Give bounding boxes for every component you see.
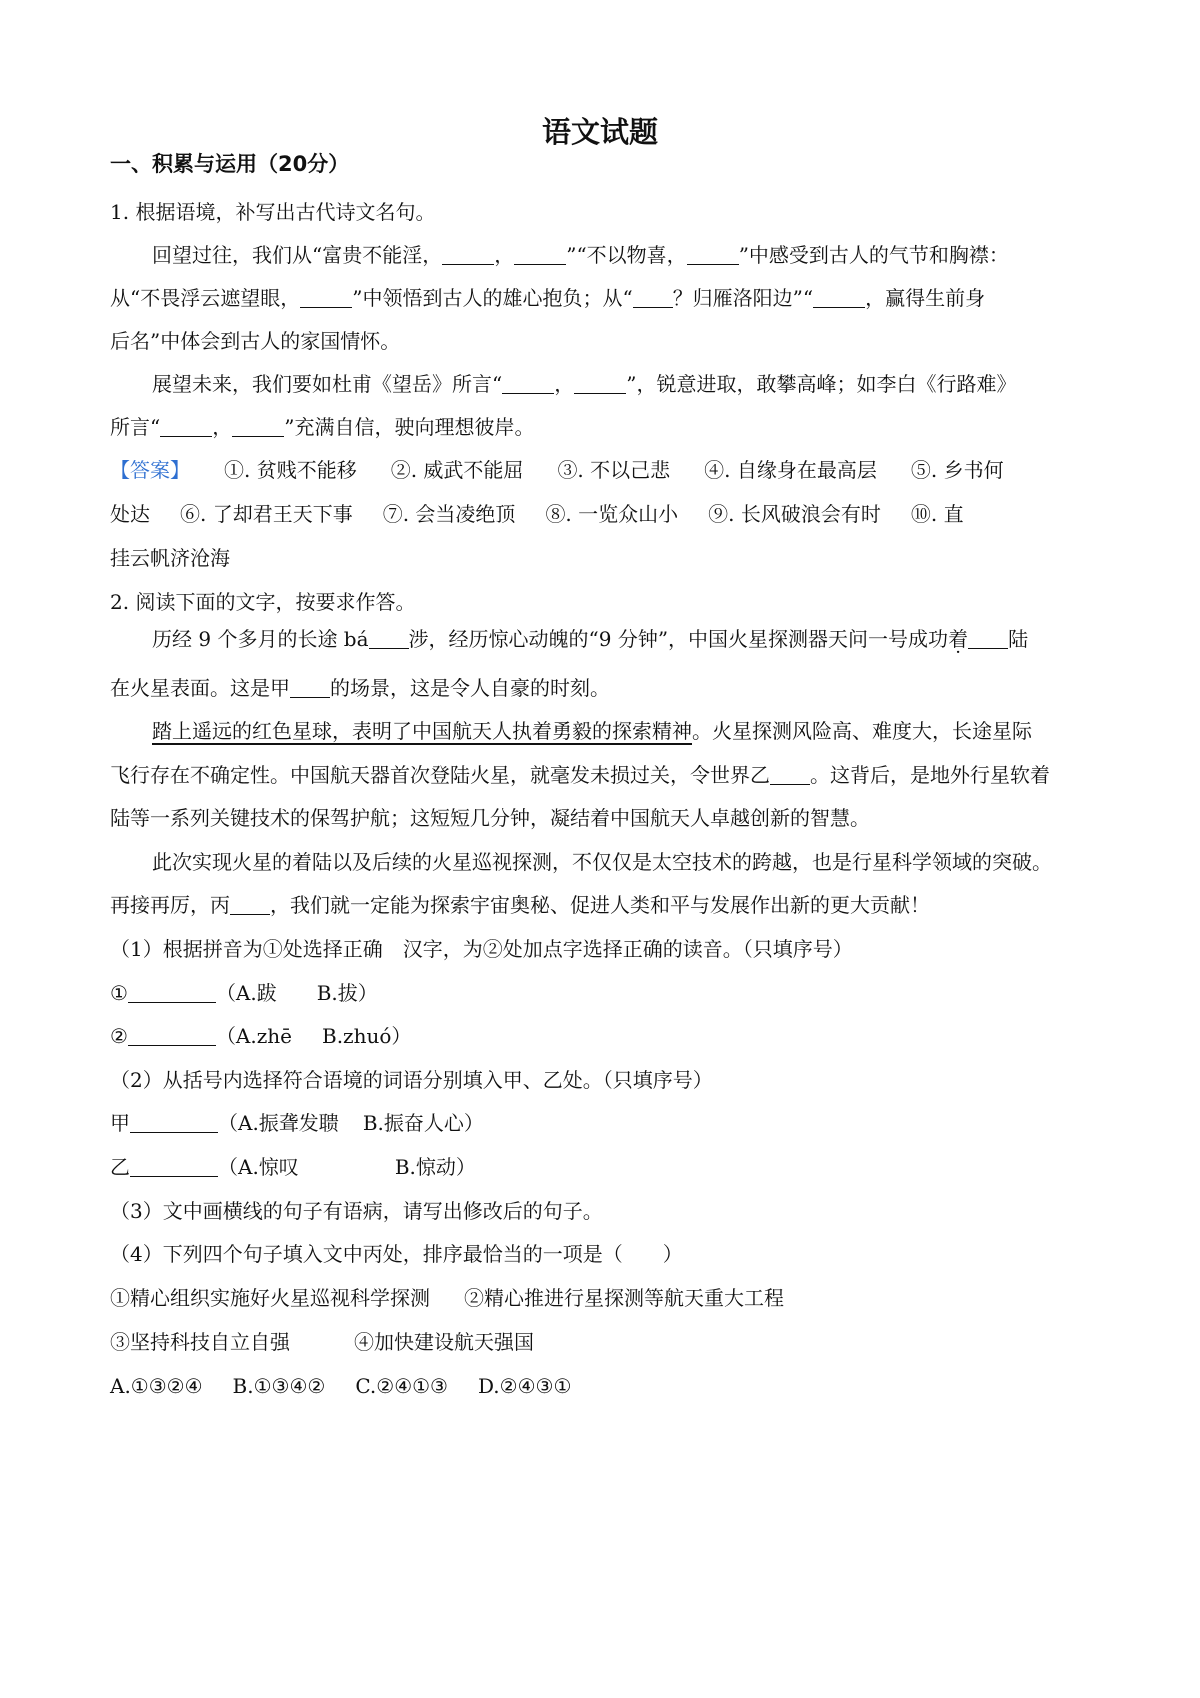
answer-item: ⑥. 了却君王天下事: [180, 502, 353, 526]
answer-tag: 【答案】: [110, 458, 190, 482]
q1-paragraph-2-line-1: 展望未来，我们要如杜甫《望岳》所言“ ， ”，锐意进取，敢攀高峰；如李白《行路难》: [152, 372, 1017, 396]
q2-sub-2-item-1: 甲 （A.振聋发聩 B.振奋人心）: [110, 1111, 484, 1135]
answer-blank[interactable]: [687, 244, 739, 265]
q1-paragraph-2-line-2: 所言“ ， ”充满自信，驶向理想彼岸。: [110, 415, 535, 439]
answer-item: ⑦. 会当凌绝顶: [382, 502, 516, 526]
q1-paragraph-1-line-3: 后名”中体会到古人的家国情怀。: [110, 329, 401, 353]
q2-text-line-5: 陆等一系列关键技术的保驾护航；这短短几分钟，凝结着中国航天人卓越创新的智慧。: [110, 806, 870, 830]
choice-b[interactable]: B.①③④②: [232, 1374, 326, 1398]
q2-sub-4-choices: [110, 1372, 571, 1400]
question-2-stem: 2. 阅读下面的文字，按要求作答。: [110, 590, 416, 614]
answer-blank[interactable]: [128, 982, 216, 1003]
choice-a[interactable]: A.①③②④: [110, 1374, 203, 1398]
answer-item: 处达: [110, 502, 150, 526]
q2-text-line-2: 在火星表面。这是甲 的场景，这是令人自豪的时刻。: [110, 676, 610, 700]
underlined-sentence: 踏上遥远的红色星球，表明了中国航天人执着勇毅的探索精神: [152, 719, 692, 743]
answer-blank[interactable]: [502, 373, 554, 394]
q2-sub-2: （2）从括号内选择符合语境的词语分别填入甲、乙处。（只填序号）: [110, 1068, 713, 1092]
answer-blank[interactable]: [130, 1112, 218, 1133]
answer-blank[interactable]: [633, 287, 673, 308]
q2-text-line-6: 此次实现火星的着陆以及后续的火星巡视探测，不仅仅是太空技术的跨越，也是行星科学领域的突破。: [152, 850, 1052, 874]
answer-blank[interactable]: [369, 628, 409, 649]
q2-sub-4-options-row-2: ③坚持科技自立自强 ④加快建设航天强国: [110, 1330, 534, 1354]
answer-item: ⑤. 乡书何: [910, 458, 1004, 482]
q1-answer-line-3: 挂云帆济沧海: [110, 546, 230, 570]
q2-text-line-3: 踏上遥远的红色星球，表明了中国航天人执着勇毅的探索精神。火星探测风险高、难度大，长途星际: [152, 719, 1032, 743]
answer-item: ①. 贫贱不能移: [224, 458, 357, 482]
q2-text-line-1: 历经 9 个多月的长途 bá 涉，经历惊心动魄的“9 分钟”，中国火星探测器天问一号成功着 陆: [152, 627, 1029, 651]
answer-blank[interactable]: [442, 244, 494, 265]
answer-blank[interactable]: [300, 287, 352, 308]
answer-item: ②. 威武不能屈: [390, 458, 524, 482]
q1-answer-line-2: [110, 500, 964, 528]
answer-blank[interactable]: [130, 1156, 218, 1177]
dotted-character: 着: [948, 627, 969, 651]
q2-sub-1-item-2: ② （A.zhē B.zhuó）: [110, 1024, 412, 1048]
answer-blank[interactable]: [574, 373, 626, 394]
answer-item: ⑨. 长风破浪会有时: [708, 502, 881, 526]
page-title: 语文试题: [541, 115, 658, 149]
q1-paragraph-1-line-2: 从“不畏浮云遮望眼， ”中领悟到古人的雄心抱负；从“ ？归雁洛阳边”“ ，赢得生前身: [110, 286, 986, 310]
answer-item: ⑩. 直: [910, 502, 964, 526]
question-1-stem: 1. 根据语境，补写出古代诗文名句。: [110, 200, 436, 224]
answer-blank[interactable]: [968, 628, 1008, 649]
q1-answer-line-1: [110, 456, 1004, 484]
answer-item: ③. 不以己悲: [557, 458, 671, 482]
q1-paragraph-1-line-1: 回望过往，我们从“富贵不能淫， ， ”“不以物喜， ”中感受到古人的气节和胸襟：: [152, 243, 1009, 267]
q2-text-line-4: 飞行存在不确定性。中国航天器首次登陆火星，就毫发未损过关，令世界乙 。这背后，是地外行星软着: [110, 763, 1050, 787]
answer-blank[interactable]: [290, 677, 330, 698]
q2-sub-1: （1）根据拼音为①处选择正确 汉字，为②处加点字选择正确的读音。（只填序号）: [110, 937, 853, 961]
answer-blank[interactable]: [232, 416, 284, 437]
answer-blank[interactable]: [813, 287, 865, 308]
choice-c[interactable]: C.②④①③: [355, 1374, 448, 1398]
answer-blank[interactable]: [514, 244, 566, 265]
answer-item: ④. 自缘身在最高层: [704, 458, 877, 482]
answer-blank[interactable]: [770, 764, 810, 785]
answer-blank[interactable]: [160, 416, 212, 437]
section-heading: 一、积累与运用（20分）: [110, 152, 350, 176]
q2-sub-2-item-2: 乙 （A.惊叹 B.惊动）: [110, 1155, 476, 1179]
q2-text-line-7: 再接再厉，丙 ，我们就一定能为探索宇宙奥秘、促进人类和平与发展作出新的更大贡献！: [110, 893, 930, 917]
answer-blank[interactable]: [128, 1025, 216, 1046]
q2-sub-1-item-1: ① （A.跋 B.拔）: [110, 981, 378, 1005]
choice-d[interactable]: D.②④③①: [477, 1374, 572, 1398]
q2-sub-4-options-row-1: ①精心组织实施好火星巡视科学探测 ②精心推进行星探测等航天重大工程: [110, 1286, 784, 1310]
answer-blank[interactable]: [230, 894, 270, 915]
q2-sub-3: （3）文中画横线的句子有语病，请写出修改后的句子。: [110, 1199, 603, 1223]
answer-item: ⑧. 一览众山小: [545, 502, 679, 526]
q2-sub-4: （4）下列四个句子填入文中丙处，排序最恰当的一项是（ ）: [110, 1242, 683, 1266]
